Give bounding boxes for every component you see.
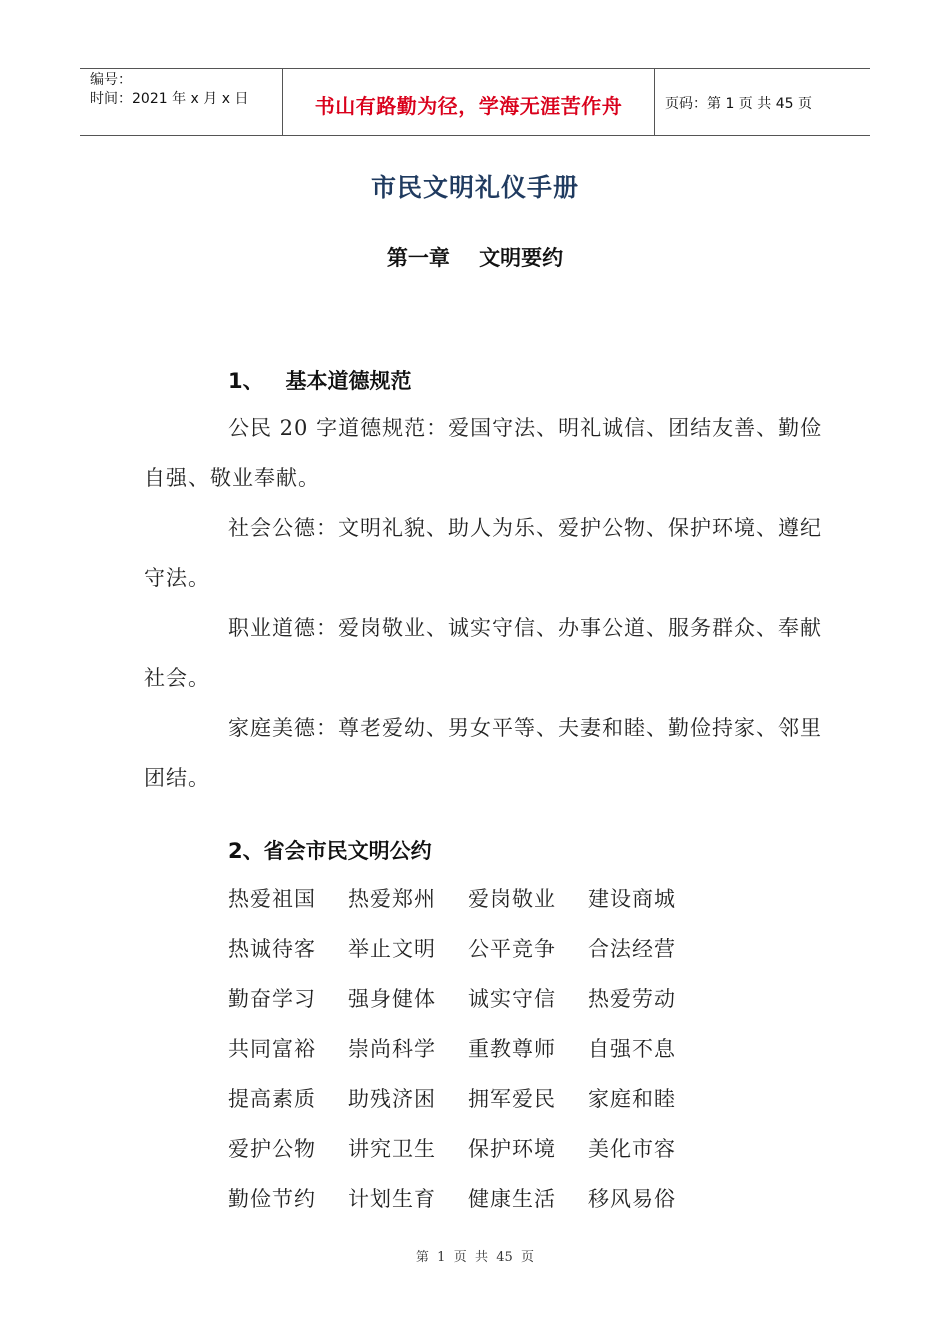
- pact-item: 保护环境: [468, 1137, 556, 1161]
- pact-item: 助残济困: [348, 1087, 436, 1111]
- pact-item: 勤奋学习: [228, 987, 316, 1011]
- paragraph: 社会公德：文明礼貌、助人为乐、爱护公物、保护环境、遵纪守法。: [144, 516, 822, 590]
- paragraph: 公民 20 字道德规范：爱国守法、明礼诚信、团结友善、勤俭自强、敬业奉献。: [144, 416, 823, 490]
- pact-item: 热诚待客: [228, 937, 316, 961]
- pact-item: 崇尚科学: [348, 1037, 436, 1061]
- pact-item: 举止文明: [348, 937, 436, 961]
- header-table: [80, 68, 870, 136]
- chapter-heading: 第一章 文明要约: [386, 246, 564, 270]
- pact-row: [228, 923, 708, 973]
- pact-row: [228, 973, 708, 1023]
- pact-item: 热爱郑州: [348, 887, 436, 911]
- pact-item: 建设商城: [588, 887, 676, 911]
- pact-item: 家庭和睦: [588, 1087, 676, 1111]
- pact-item: 勤俭节约: [228, 1187, 316, 1211]
- paragraph: 职业道德：爱岗敬业、诚实守信、办事公道、服务群众、奉献社会。: [144, 616, 822, 690]
- header-motto: 书山有路勤为径，学海无涯苦作舟: [282, 69, 655, 135]
- pact-item: 爱护公物: [228, 1137, 316, 1161]
- pact-row: [228, 1173, 708, 1223]
- pact-row: [228, 1023, 708, 1073]
- pact-item: 热爱祖国: [228, 887, 316, 911]
- document-title: 市民文明礼仪手册: [370, 173, 579, 202]
- pact-item: 合法经营: [588, 937, 676, 961]
- pact-item: 共同富裕: [228, 1037, 316, 1061]
- pact-item: 计划生育: [348, 1187, 436, 1211]
- page-footer: 第 1 页 共 45 页: [415, 1250, 535, 1265]
- time-label: 时间：2021 年 x 月 x 日: [90, 91, 249, 107]
- section-1-heading: 1、 基本道德规范: [228, 369, 412, 393]
- serial-label: 编号：: [90, 72, 132, 88]
- pact-item: 诚实守信: [468, 987, 556, 1011]
- pact-item: 公平竞争: [468, 937, 556, 961]
- pact-item: 讲究卫生: [348, 1137, 436, 1161]
- civic-pact-grid: [228, 873, 708, 1223]
- pact-item: 爱岗敬业: [468, 887, 556, 911]
- pact-item: 美化市容: [588, 1137, 676, 1161]
- pact-item: 强身健体: [348, 987, 436, 1011]
- pact-item: 自强不息: [588, 1037, 676, 1061]
- paragraph: 家庭美德：尊老爱幼、男女平等、夫妻和睦、勤俭持家、邻里团结。: [144, 716, 822, 790]
- pact-row: [228, 1123, 708, 1173]
- header-meta: [80, 69, 282, 135]
- pact-item: 健康生活: [468, 1187, 556, 1211]
- section-2-heading: 2、省会市民文明公约: [228, 839, 432, 863]
- pact-item: 提高素质: [228, 1087, 316, 1111]
- header-page-info: 页码：第 1 页 共 45 页: [665, 96, 812, 112]
- pact-item: 移风易俗: [588, 1187, 676, 1211]
- pact-row: [228, 873, 708, 923]
- pact-item: 热爱劳动: [588, 987, 676, 1011]
- pact-row: [228, 1073, 708, 1123]
- pact-item: 拥军爱民: [468, 1087, 556, 1111]
- pact-item: 重教尊师: [468, 1037, 556, 1061]
